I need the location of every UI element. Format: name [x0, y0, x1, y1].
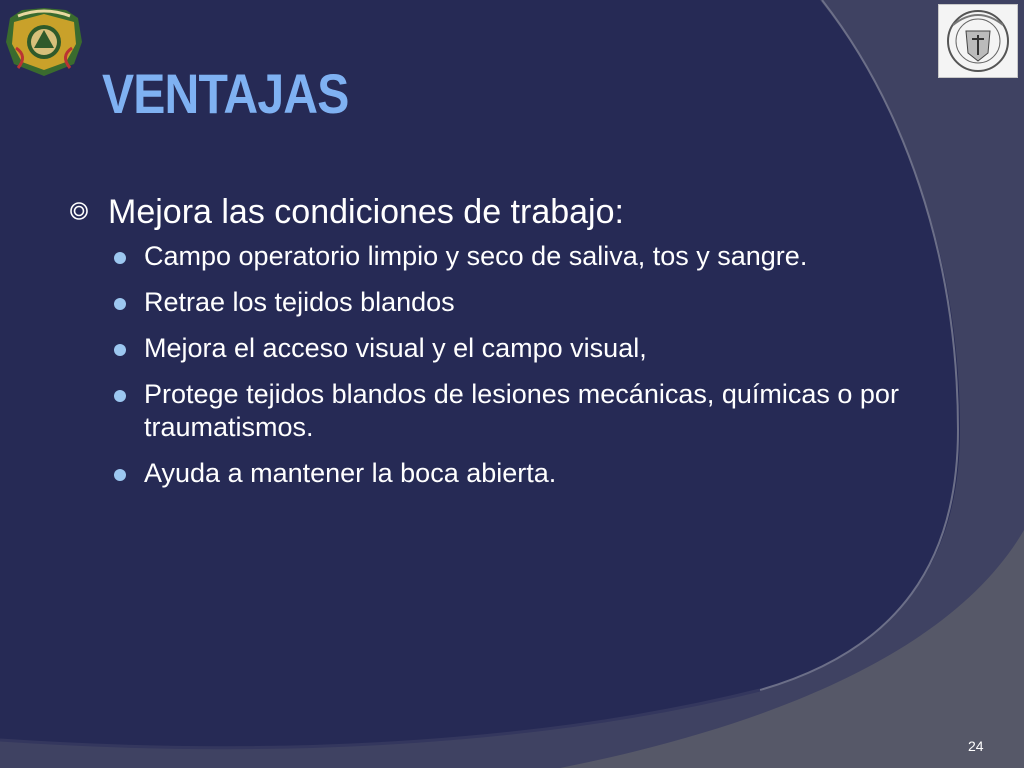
bullet-dot-icon	[114, 469, 126, 481]
list-item: Protege tejidos blandos de lesiones mecánicas, químicas o por traumatismos.	[144, 378, 970, 444]
bullet-dot-icon	[114, 252, 126, 264]
bullet-dot-icon	[114, 298, 126, 310]
list-item: Mejora el acceso visual y el campo visual,	[144, 332, 970, 365]
list-item: Retrae los tejidos blandos	[144, 286, 970, 319]
list-item: Campo operatorio limpio y seco de saliva, tos y sangre.	[144, 240, 970, 273]
list-item: Ayuda a mantener la boca abierta.	[144, 457, 970, 490]
main-point-text: Mejora las condiciones de trabajo:	[108, 193, 624, 231]
estados-unidos-mexicanos-seal-icon	[4, 8, 84, 78]
bullet-dot-icon	[114, 344, 126, 356]
page-number: 24	[968, 738, 984, 754]
bullet-dot-icon	[114, 390, 126, 402]
university-crest-icon	[938, 4, 1018, 78]
circle-bullet-icon	[70, 202, 88, 220]
bullet-list	[70, 240, 970, 490]
slide-content	[70, 192, 970, 503]
slide-title: VENTAJAS	[102, 62, 349, 125]
main-point	[70, 192, 970, 232]
